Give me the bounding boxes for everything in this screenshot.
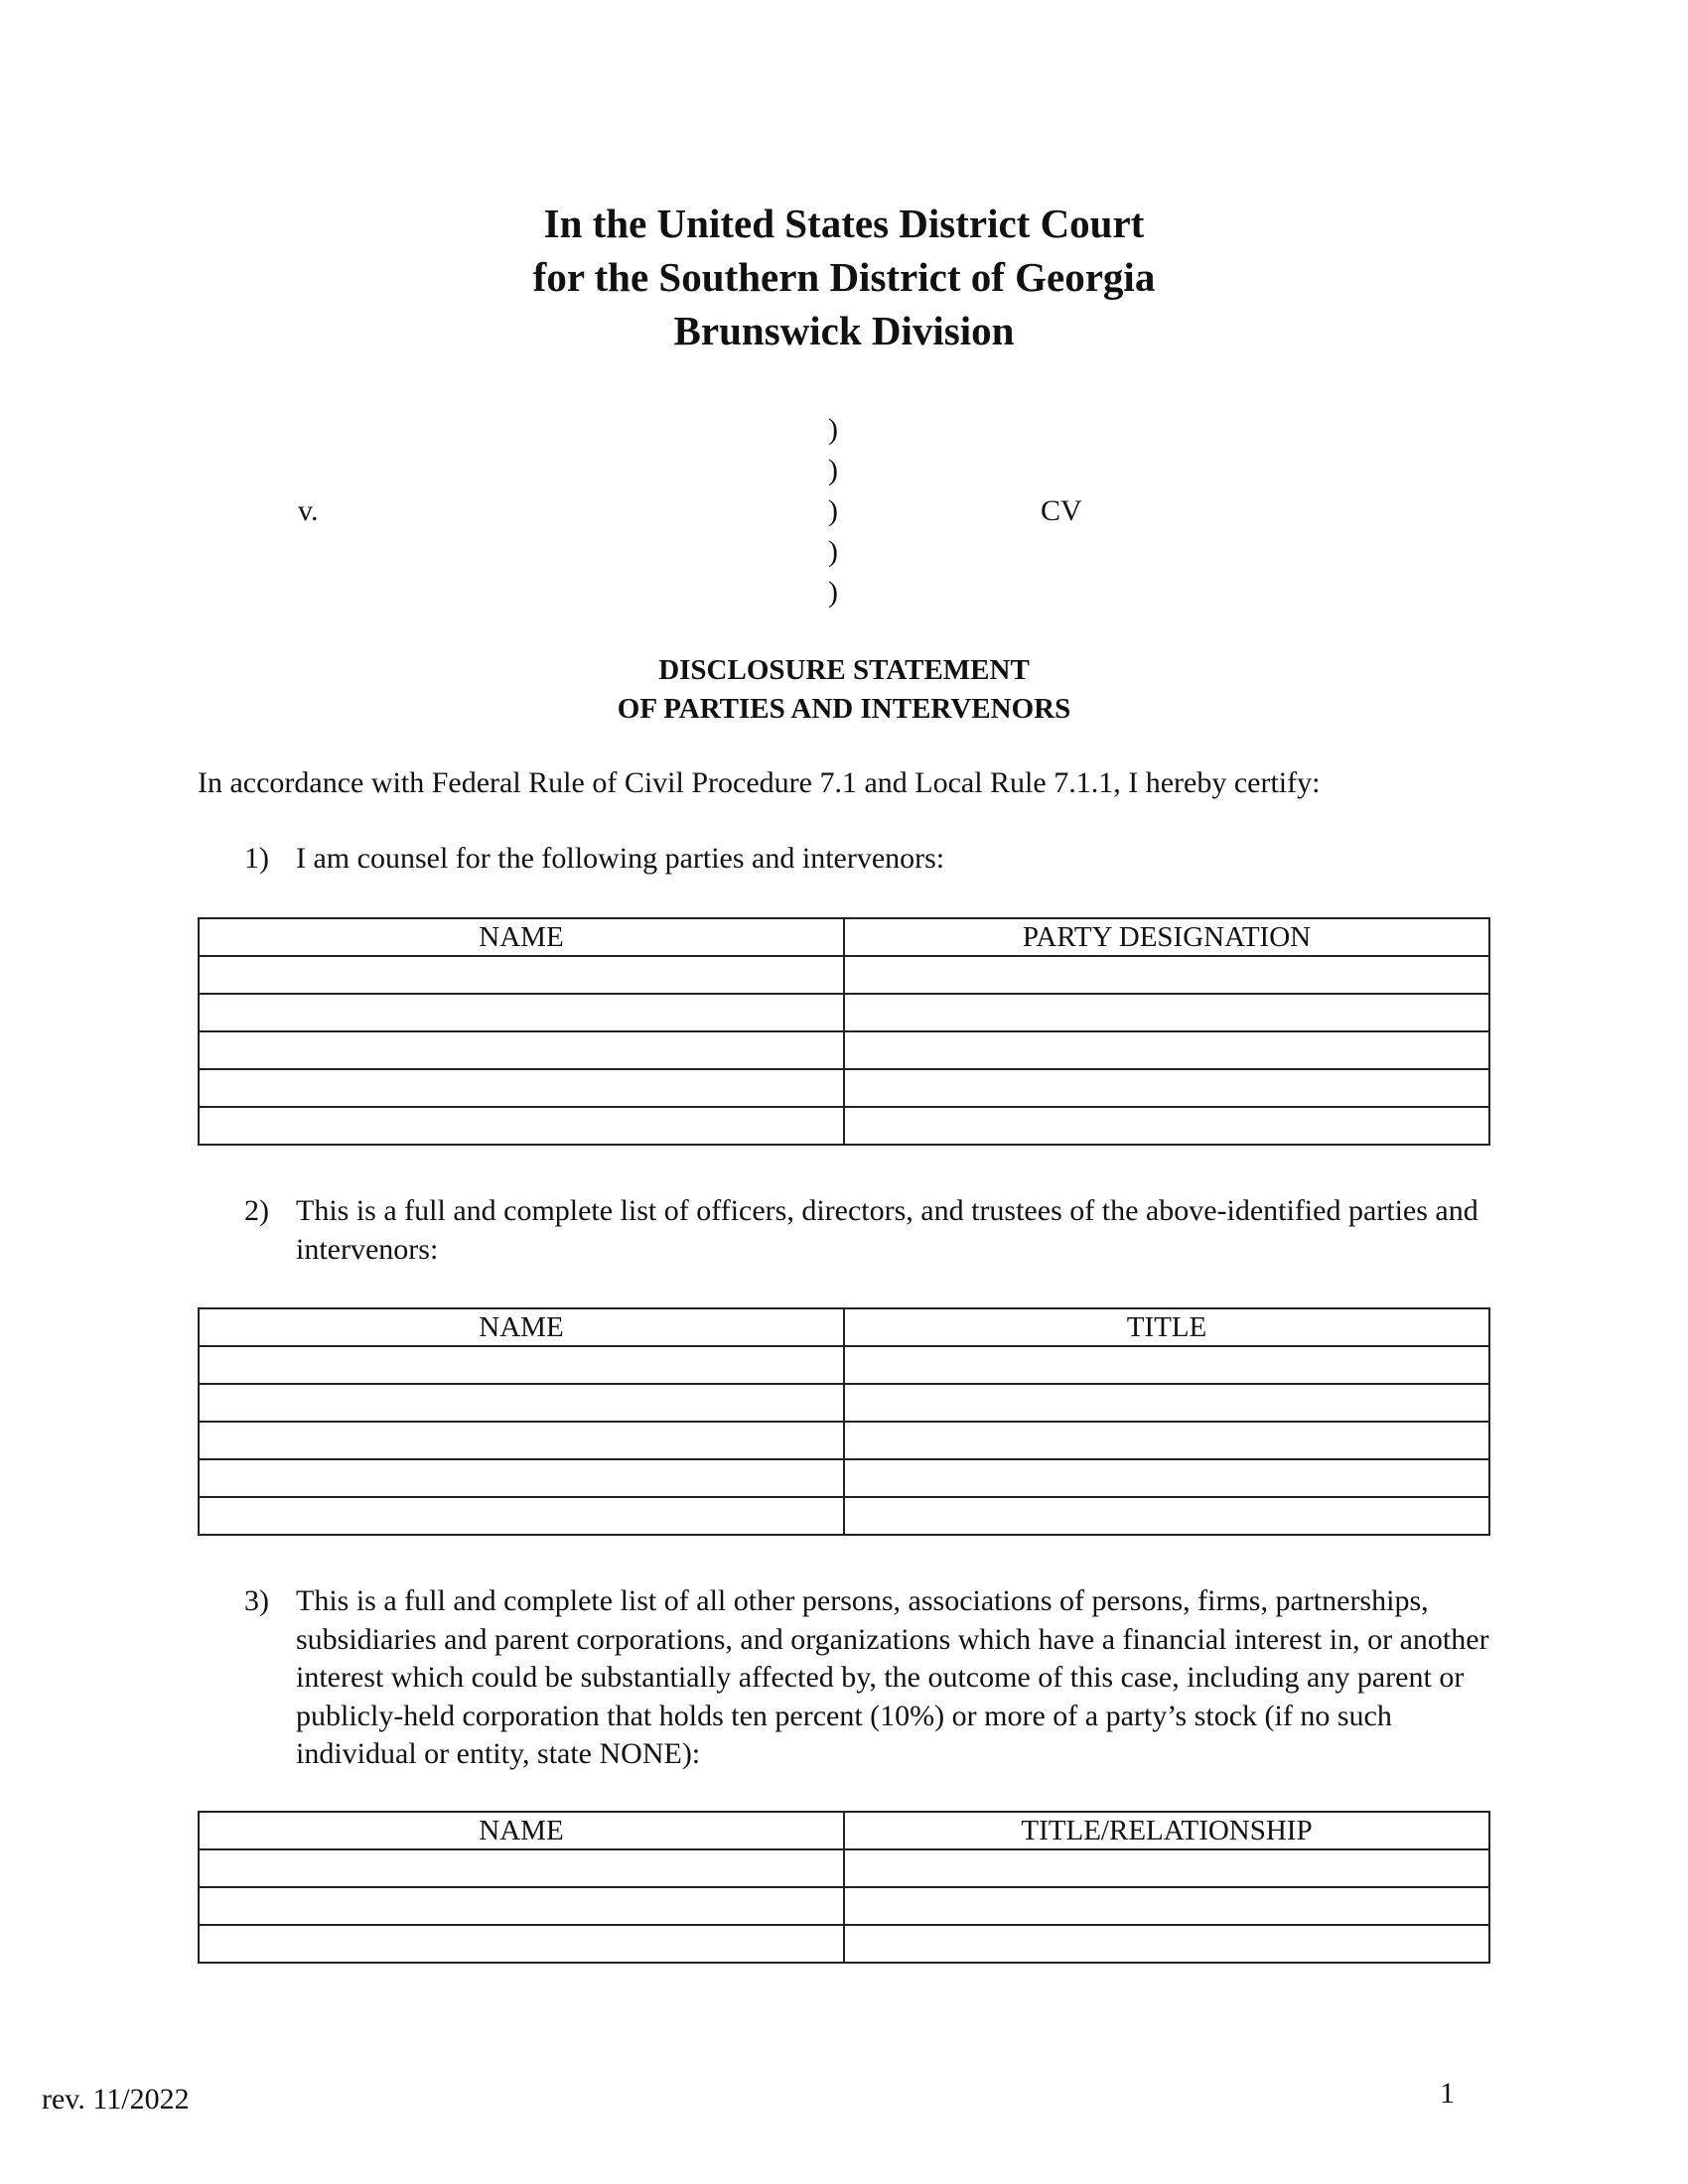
table-cell[interactable]: [199, 1422, 844, 1459]
table-row: [199, 1459, 1489, 1497]
table-cell[interactable]: [199, 1459, 844, 1497]
column-header: TITLE/RELATIONSHIP: [844, 1812, 1489, 1849]
table-cell[interactable]: [844, 994, 1489, 1031]
table-row: [199, 1925, 1489, 1963]
table-cell[interactable]: [844, 1849, 1489, 1887]
table-cell[interactable]: [199, 1384, 844, 1422]
column-header: NAME: [199, 1812, 844, 1849]
table-cell[interactable]: [844, 1422, 1489, 1459]
item-text: I am counsel for the following parties and intervenors:: [296, 842, 945, 875]
table-cell[interactable]: [844, 1031, 1489, 1069]
column-header: NAME: [199, 1308, 844, 1346]
caption-paren: ): [828, 576, 838, 609]
title-line-2: OF PARTIES AND INTERVENORS: [617, 693, 1071, 725]
title-line-1: DISCLOSURE STATEMENT: [658, 654, 1030, 686]
table-row: [199, 1107, 1489, 1145]
table-row: [199, 1346, 1489, 1384]
table-header-row: [199, 918, 1489, 956]
table-cell[interactable]: [199, 994, 844, 1031]
item-number: 2): [244, 1194, 269, 1227]
court-line-1: In the United States District Court: [543, 201, 1145, 246]
parties-table: [198, 917, 1490, 1146]
table-row: [199, 1887, 1489, 1925]
intro-paragraph: In accordance with Federal Rule of Civil Procedure 7.1 and Local Rule 7.1.1, I hereby certify:: [198, 766, 1321, 799]
table-cell[interactable]: [199, 1925, 844, 1963]
caption-paren: ): [828, 494, 838, 527]
column-header: TITLE: [844, 1308, 1489, 1346]
table-cell[interactable]: [844, 1497, 1489, 1535]
court-line-3: Brunswick Division: [673, 308, 1015, 353]
table-row: [199, 1069, 1489, 1107]
court-header: [0, 197, 1688, 357]
item-number: 3): [244, 1584, 269, 1617]
table-cell[interactable]: [844, 1887, 1489, 1925]
table-header-row: [199, 1308, 1489, 1346]
table-row: [199, 1849, 1489, 1887]
table-cell[interactable]: [199, 1031, 844, 1069]
case-number-prefix: CV: [1041, 494, 1082, 527]
table-row: [199, 1422, 1489, 1459]
column-header: PARTY DESIGNATION: [844, 918, 1489, 956]
table-cell[interactable]: [199, 956, 844, 994]
officers-table: [198, 1307, 1490, 1536]
table-cell[interactable]: [844, 1107, 1489, 1145]
caption-versus: v.: [298, 494, 319, 527]
revision-date: rev. 11/2022: [42, 2083, 190, 2116]
table-cell[interactable]: [199, 1069, 844, 1107]
item-number: 1): [244, 842, 269, 875]
table-cell[interactable]: [199, 1497, 844, 1535]
table-cell[interactable]: [844, 956, 1489, 994]
table-cell[interactable]: [844, 1346, 1489, 1384]
table-cell[interactable]: [844, 1925, 1489, 1963]
court-line-2: for the Southern District of Georgia: [532, 254, 1156, 300]
caption-paren: ): [828, 454, 838, 486]
caption-paren: ): [828, 535, 838, 568]
column-header: NAME: [199, 918, 844, 956]
table-row: [199, 1384, 1489, 1422]
caption-parentheses: [828, 409, 838, 613]
table-row: [199, 1031, 1489, 1069]
table-cell[interactable]: [844, 1384, 1489, 1422]
caption-paren: ): [828, 413, 838, 446]
item-text: This is a full and complete list of officers, directors, and trustees of the above-identified parties and intervenors:: [296, 1194, 1478, 1266]
document-title: [0, 651, 1688, 729]
table-row: [199, 994, 1489, 1031]
table-cell[interactable]: [199, 1346, 844, 1384]
table-row: [199, 956, 1489, 994]
item-text: This is a full and complete list of all other persons, associations of persons, firms, partnerships, subsidiaries and parent corporations, and organizations which have a financial interest in, or another interest which could be substantially affected by, the outcome of this case, including any parent or publicly-held corporation that holds ten percent (10%) or more of a party’s stock (if no such individual or entity, state NONE):: [296, 1584, 1489, 1771]
table-cell[interactable]: [844, 1069, 1489, 1107]
table-header-row: [199, 1812, 1489, 1849]
table-row: [199, 1497, 1489, 1535]
page-number: 1: [1440, 2077, 1455, 2110]
table-cell[interactable]: [199, 1849, 844, 1887]
interested-persons-table: [198, 1811, 1490, 1964]
table-cell[interactable]: [199, 1107, 844, 1145]
table-cell[interactable]: [199, 1887, 844, 1925]
table-cell[interactable]: [844, 1459, 1489, 1497]
